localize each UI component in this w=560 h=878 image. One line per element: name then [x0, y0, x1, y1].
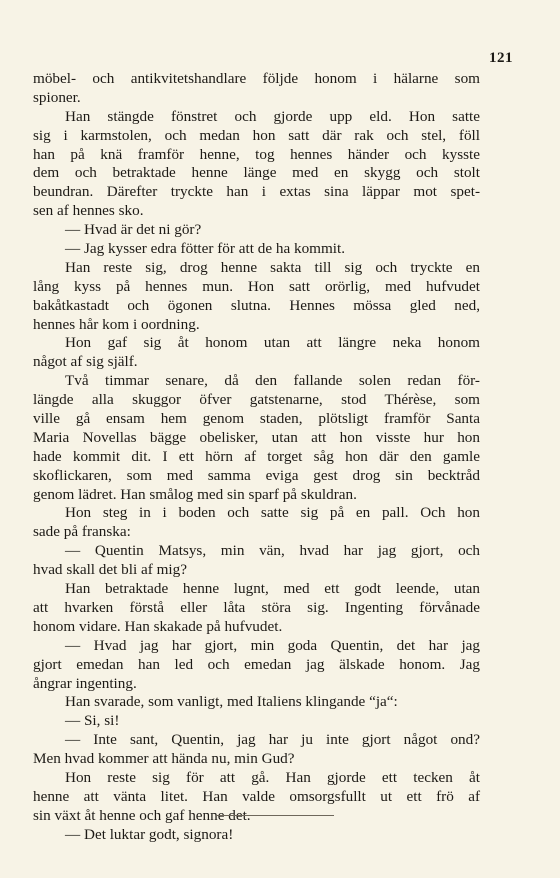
text-line: dem och betraktade henne länge med en skygg och stolt [33, 164, 480, 182]
text-line: att hvarken förstå eller låta störa sig. Ingenting förvånade [33, 598, 480, 616]
text-line: Han svarade, som vanligt, med Italiens klingande “ja“: [65, 693, 398, 711]
text-line: hvad skall det bli af mig? [33, 561, 187, 579]
text-line: henne att vänta litet. Han valde omsorgsfullt ut ett frö af [33, 787, 480, 805]
text-line: — Hvad är det ni gör? [65, 221, 202, 239]
text-line: — Jag kysser edra fötter för att de ha kommit. [65, 240, 346, 258]
text-line: bakåtkastadt och ögonen slutna. Hennes mössa gled ned, [33, 296, 480, 314]
text-line: Hon reste sig för att gå. Han gjorde ett tecken åt [65, 768, 480, 786]
text-line: — Det luktar godt, signora! [65, 825, 234, 843]
text-line: Maria Novellas bägge obelisker, utan att hon visste hur hon [33, 428, 480, 446]
text-line: Hon gaf sig åt honom utan att längre neka honom [65, 334, 480, 352]
text-line: spioner. [33, 88, 81, 106]
text-line: Men hvad kommer att hända nu, min Gud? [33, 750, 295, 768]
text-line: sig i karmstolen, och medan hon satt där rak och stel, föll [33, 126, 480, 144]
text-line: gjort emedan han led och emedan jag älskade honom. Jag [33, 655, 480, 673]
text-line: Hon steg in i boden och satte sig på en pall. Och hon [65, 504, 480, 522]
text-line: — Hvad jag har gjort, min goda Quentin, det har jag [65, 636, 480, 654]
text-line: — Quentin Matsys, min vän, hvad har jag gjort, och [65, 542, 480, 560]
body-text [33, 70, 480, 845]
footer-rule [216, 815, 334, 816]
text-line: ville gå ensam hem genom staden, plötsligt framför Santa [33, 410, 480, 428]
text-line: hade kommit dit. I ett hörn af torget såg hon där den gamle [33, 447, 480, 465]
text-line: Han betraktade henne lugnt, med ett godt leende, utan [65, 580, 480, 598]
text-line: sen af hennes sko. [33, 202, 144, 220]
text-line: sade på franska: [33, 523, 131, 541]
text-line: Han stängde fönstret och gjorde upp eld. Hon satte [65, 107, 480, 125]
text-line: beundran. Därefter tryckte han i extas sina läppar mot spet- [33, 183, 480, 201]
text-line: honom vidare. Han skakade på hufvudet. [33, 617, 283, 635]
text-line: — Si, si! [65, 712, 120, 730]
text-line: han på knä framför henne, tog hennes händer och kysste [33, 145, 480, 163]
text-line: Två timmar senare, då den fallande solen redan för- [65, 372, 480, 390]
text-line: ångrar ingenting. [33, 674, 137, 692]
text-line: längde alla skuggor öfver gatstenarne, stod Thérèse, som [33, 391, 480, 409]
text-line: möbel- och antikvitetshandlare följde honom i hälarne som [33, 70, 480, 87]
text-line: genom lädret. Han smålog med sin sparf på skuldran. [33, 485, 357, 503]
text-line: Han reste sig, drog henne sakta till sig och tryckte en [65, 258, 480, 276]
page-number: 121 [489, 50, 513, 66]
text-line: sin växt åt henne och gaf henne det. [33, 806, 251, 824]
text-line: skoflickaren, som med samma eviga gest drog sin becktråd [33, 466, 480, 484]
text-line: lång kyss på hennes mun. Hon satt orörlig, med hufvudet [33, 277, 480, 295]
text-line: — Inte sant, Quentin, jag har ju inte gjort något ond? [65, 731, 480, 749]
text-line: hennes hår kom i oordning. [33, 315, 200, 333]
text-line: något af sig själf. [33, 353, 138, 371]
